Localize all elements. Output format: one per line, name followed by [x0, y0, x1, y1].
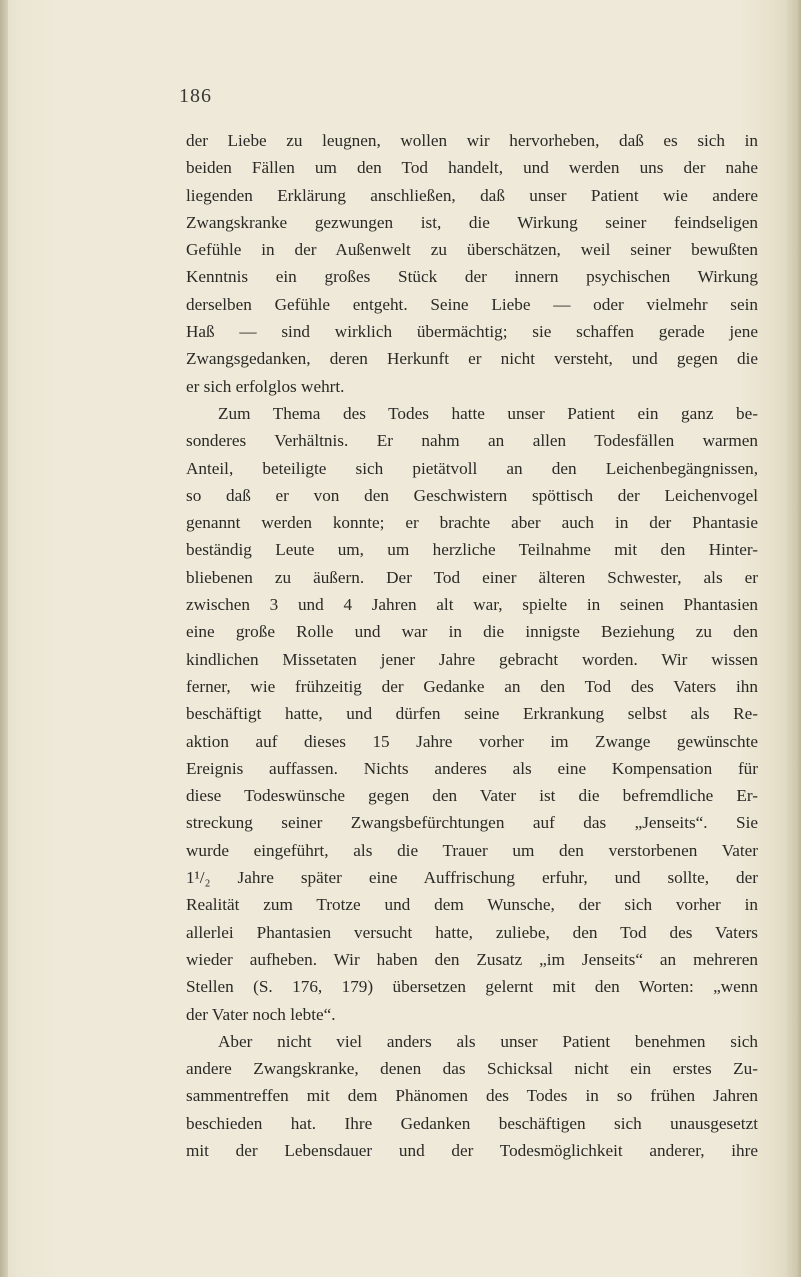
- text-line: 1¹/₂ Jahre später eine Auffrischung erfuhr, und sollte, der: [186, 868, 758, 888]
- text-line: Zwangsgedanken, deren Herkunft er nicht versteht, und gegen die: [186, 349, 758, 369]
- text-line: genannt werden konnte; er brachte aber auch in der Phantasie: [186, 513, 758, 533]
- text-line: Kenntnis ein großes Stück der innern psychischen Wirkung: [186, 267, 758, 287]
- page-right-edge: [787, 0, 801, 1277]
- body-text: [186, 127, 758, 1164]
- text-line: er sich erfolglos wehrt.: [186, 376, 345, 396]
- text-line: Stellen (S. 176, 179) übersetzen gelernt mit den Worten: „wenn: [186, 977, 758, 997]
- text-line: liegenden Erklärung anschließen, daß unser Patient wie andere: [186, 185, 758, 205]
- text-line: der Vater noch lebte“.: [186, 1004, 336, 1024]
- text-line: sonderes Verhältnis. Er nahm an allen Todesfällen warmen: [186, 431, 758, 451]
- text-line: bliebenen zu äußern. Der Tod einer älteren Schwester, als er: [186, 567, 758, 587]
- text-line: wieder aufheben. Wir haben den Zusatz „im Jenseits“ an mehreren: [186, 949, 758, 969]
- text-line: allerlei Phantasien versucht hatte, zuliebe, den Tod des Vaters: [186, 922, 758, 942]
- text-line: mit der Lebensdauer und der Todesmöglichkeit anderer, ihre: [186, 1140, 758, 1160]
- text-line: Aber nicht viel anders als unser Patient benehmen sich: [218, 1031, 758, 1051]
- text-line: diese Todeswünsche gegen den Vater ist die befremdliche Er-: [186, 786, 758, 806]
- text-line: beschäftigt hatte, und dürfen seine Erkrankung selbst als Re-: [186, 704, 758, 724]
- text-line: Zwangskranke gezwungen ist, die Wirkung seiner feindseligen: [186, 212, 758, 232]
- text-line: ferner, wie frühzeitig der Gedanke an den Tod des Vaters ihn: [186, 676, 758, 696]
- page-left-edge: [0, 0, 8, 1277]
- text-line: Zum Thema des Todes hatte unser Patient ein ganz be-: [218, 403, 758, 423]
- text-line: Ereignis auffassen. Nichts anderes als eine Kompensation für: [186, 758, 758, 778]
- text-line: Anteil, beteiligte sich pietätvoll an den Leichenbegängnissen,: [186, 458, 758, 478]
- text-line: der Liebe zu leugnen, wollen wir hervorheben, daß es sich in: [186, 131, 758, 150]
- text-line: Realität zum Trotze und dem Wunsche, der sich vorher in: [186, 895, 758, 915]
- text-line: eine große Rolle und war in die innigste Beziehung zu den: [186, 622, 758, 642]
- text-line: beiden Fällen um den Tod handelt, und werden uns der nahe: [186, 158, 758, 178]
- text-line: beschieden hat. Ihre Gedanken beschäftigen sich unausgesetzt: [186, 1113, 758, 1133]
- text-line: andere Zwangskranke, denen das Schicksal nicht ein erstes Zu-: [186, 1059, 758, 1079]
- page-number: 186: [179, 85, 212, 107]
- text-line: sammentreffen mit dem Phänomen des Todes in so frühen Jahren: [186, 1086, 758, 1106]
- text-line: derselben Gefühle entgeht. Seine Liebe — oder vielmehr sein: [186, 294, 758, 314]
- text-line: wurde eingeführt, als die Trauer um den verstorbenen Vater: [186, 840, 758, 860]
- text-line: beständig Leute um, um herzliche Teilnahme mit den Hinter-: [186, 540, 758, 560]
- text-line: Gefühle in der Außenwelt zu überschätzen, weil seiner bewußten: [186, 240, 758, 260]
- text-line: streckung seiner Zwangsbefürchtungen auf das „Jenseits“. Sie: [186, 813, 758, 833]
- text-line: so daß er von den Geschwistern spöttisch der Leichenvogel: [186, 485, 758, 505]
- text-line: Haß — sind wirklich übermächtig; sie schaffen gerade jene: [186, 322, 758, 342]
- text-line: aktion auf dieses 15 Jahre vorher im Zwange gewünschte: [186, 731, 758, 751]
- text-line: zwischen 3 und 4 Jahren alt war, spielte in seinen Phantasien: [186, 595, 758, 615]
- text-line: kindlichen Missetaten jener Jahre gebracht worden. Wir wissen: [186, 649, 758, 669]
